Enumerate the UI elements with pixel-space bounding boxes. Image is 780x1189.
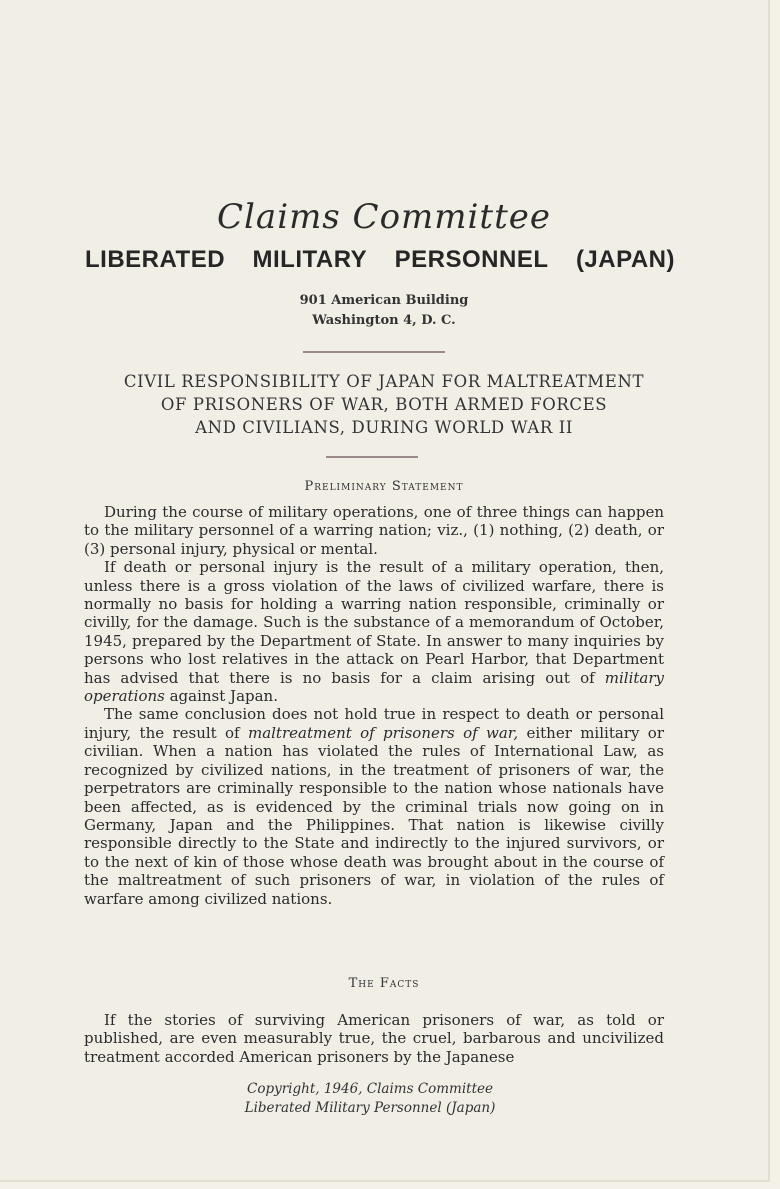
text-run: either military or civilian. When a nation has violated the rules of International Law, as recognized by civilized nations, in the treatment of prisoners of war, the perpetrators are criminally responsible to the nation whose nationals have been affected, as is evidenced by the criminal trials now going on in Germany, Japan and the Philippines. That nation is likewise civilly responsible directly to the State and indirectly to the injured survivors, or to the next of kin of those whose death was brought about in the course of the maltreatment of such prisoners of war, in violation of the rules of warfare among civilized nations. <box>84 723 664 908</box>
section-heading-facts: The Facts <box>348 976 420 991</box>
committee-script-title: Claims Committee <box>217 197 551 237</box>
section-heading-preliminary: Preliminary Statement <box>304 479 464 494</box>
emphasis: military operations <box>84 668 664 706</box>
text-run: If death or personal injury is the result of a military operation, then, unless there is a gross violation of the laws of civilized warfare, there is normally no basis for holding a warring nation responsible, criminally or civilly, for the damage. Such is the substance of a memorandum of October, 1945, prepared by the Department of State. In answer to many inquiries by persons who lost relatives in the attack on Pearl Harbor, that Department has advised that there is no basis for a claim arising out of <box>84 558 664 687</box>
divider-rule <box>326 456 418 458</box>
organization-title <box>85 246 675 274</box>
text-run: against Japan. <box>164 687 278 706</box>
title-word: (JAPAN) <box>575 246 675 273</box>
paragraph: During the course of military operations, one of three things can happen to the military personnel of a warring nation; viz., (1) nothing, (2) death, or (3) personal injury, physical or mental. <box>84 503 664 558</box>
address-line-2: Washington 4, D. C. <box>312 313 456 328</box>
address-line-1: 901 American Building <box>299 293 469 308</box>
emphasis: maltreatment of prisoners of war, <box>247 723 519 742</box>
divider-rule <box>303 351 445 353</box>
document-title-line-1: CIVIL RESPONSIBILITY OF JAPAN FOR MALTREATMENT <box>123 372 645 391</box>
facts-section <box>84 1011 664 1066</box>
copyright-line-1: Copyright, 1946, Claims Committee <box>246 1081 494 1097</box>
copyright-line-2: Liberated Military Personnel (Japan) <box>244 1100 496 1116</box>
document-title-line-3: AND CIVILIANS, DURING WORLD WAR II <box>195 418 573 437</box>
paragraph <box>84 705 664 907</box>
title-word: PERSONNEL <box>394 246 549 273</box>
preliminary-statement <box>84 503 664 908</box>
copyright-notice <box>0 1080 740 1118</box>
title-word: MILITARY <box>252 246 368 273</box>
paragraph <box>84 558 664 705</box>
title-word: LIBERATED <box>85 246 226 273</box>
text-run: The same conclusion does not hold true in respect to death or personal injury, the result of <box>84 705 664 742</box>
paragraph: If the stories of surviving American prisoners of war, as told or published, are even measurably true, the cruel, barbarous and uncivilized treatment accorded American prisoners by the Japanese <box>84 1011 664 1066</box>
document-title-line-2: OF PRISONERS OF WAR, BOTH ARMED FORCES <box>160 395 608 414</box>
